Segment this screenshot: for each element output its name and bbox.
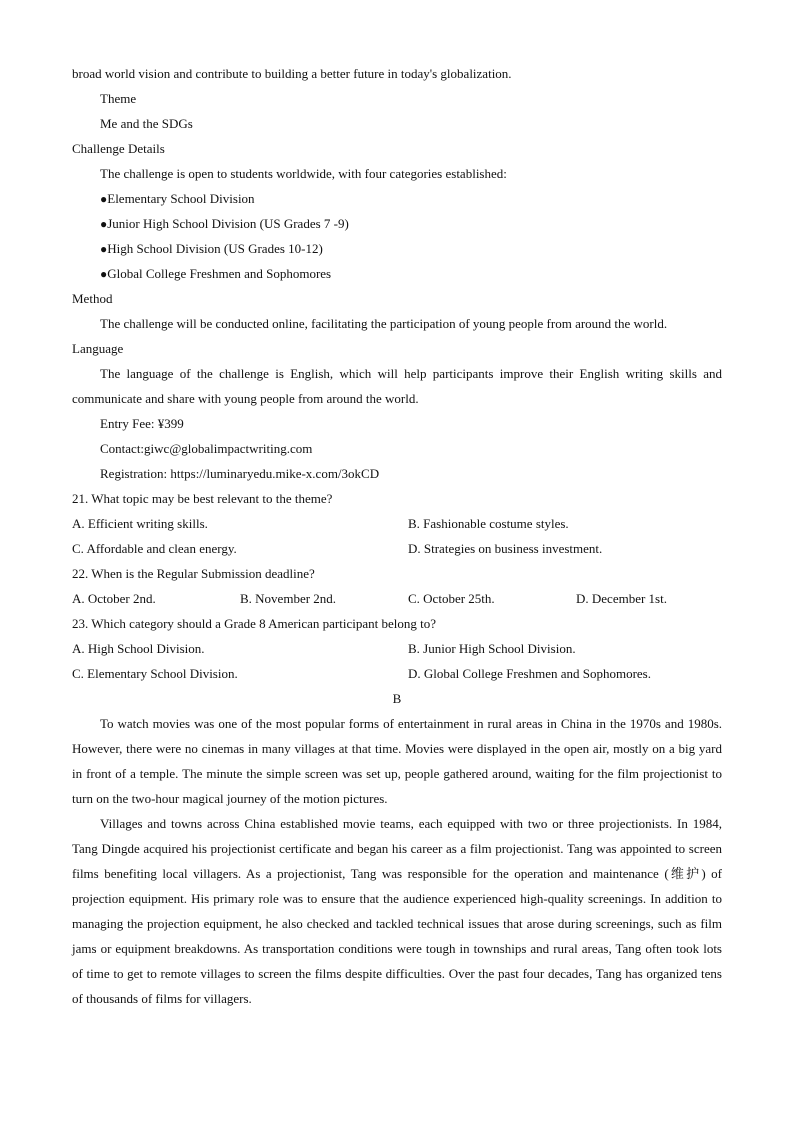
registration: Registration: https://luminaryedu.mike-x.com/3okCD [100,466,380,481]
option-d: D. Strategies on business investment. [408,541,603,556]
option-a: A. October 2nd. [72,591,156,606]
bullet-icon: ● [100,217,108,231]
option-b: B. Fashionable costume styles. [408,516,569,531]
category-label: High School Division (US Grades 10-12) [107,241,323,256]
entry-fee: Entry Fee: ¥399 [100,416,184,431]
option-row [72,511,722,536]
challenge-details-intro: The challenge is open to students worldwide, with four categories established: [100,166,507,181]
challenge-details-heading: Challenge Details [72,141,165,156]
category-item [72,261,722,286]
question-stem: 22. When is the Regular Submission deadline? [72,566,315,581]
option-row [72,636,722,661]
contact: Contact:giwc@globalimpactwriting.com [100,441,313,456]
theme-heading: Theme [100,91,137,106]
option-b: B. November 2nd. [240,591,337,606]
category-item [72,186,722,211]
passage-paragraph: To watch movies was one of the most popular forms of entertainment in rural areas in China in the 1970s and 1980s. However, there were no cinemas in many villages at that time. Movies were displayed in the open air, mostly on a big yard in front of a temple. The minute the simple screen was set up, people gathered around, waiting for the film projectionist to turn on the two-hour magical journey of the motion pictures. [72,716,722,806]
option-c: C. October 25th. [408,591,495,606]
option-row [72,536,722,561]
question-stem: 23. Which category should a Grade 8 American participant belong to? [72,616,436,631]
language-heading: Language [72,341,124,356]
option-a: A. Efficient writing skills. [72,516,208,531]
category-label: Elementary School Division [107,191,255,206]
option-row [72,661,722,686]
category-item [72,236,722,261]
option-row [72,586,722,611]
option-d: D. Global College Freshmen and Sophomores. [408,666,651,681]
method-text: The challenge will be conducted online, facilitating the participation of young people from around the world. [100,316,668,331]
section-b-label: B [392,691,402,706]
bullet-icon: ● [100,267,108,281]
bullet-icon: ● [100,192,108,206]
category-item [72,211,722,236]
option-b: B. Junior High School Division. [408,641,576,656]
option-c: C. Affordable and clean energy. [72,541,237,556]
option-a: A. High School Division. [72,641,205,656]
theme-value: Me and the SDGs [100,116,193,131]
language-text: The language of the challenge is English, which will help participants improve their English writing skills and communicate and share with young people from around the world. [72,366,722,406]
page-content [72,61,722,1011]
question-stem: 21. What topic may be best relevant to the theme? [72,491,333,506]
option-d: D. December 1st. [576,591,667,606]
method-heading: Method [72,291,113,306]
option-c: C. Elementary School Division. [72,666,238,681]
passage-paragraph: Villages and towns across China established movie teams, each equipped with two or three projectionists. In 1984, Tang Dingde acquired his projectionist certificate and began his career as a film projectionist. Tang was appointed to screen films benefiting local villagers. As a projectionist, Tang was responsible for the operation and maintenance (维护) of projection equipment. His primary role was to ensure that the audience experienced high-quality screenings. In addition to managing the projection equipment, he also checked and tackled technical issues that arose during screenings, such as film jams or equipment breakdowns. As transportation conditions were tough in townships and rural areas, Tang often took lots of time to get to remote villages to screen the films despite difficulties. Over the past four decades, Tang has organized tens of thousands of films for villagers. [72,816,722,1006]
intro-tail-text: broad world vision and contribute to building a better future in today's globalization. [72,66,512,81]
bullet-icon: ● [100,242,108,256]
category-label: Junior High School Division (US Grades 7 -9) [107,216,349,231]
category-label: Global College Freshmen and Sophomores [107,266,332,281]
